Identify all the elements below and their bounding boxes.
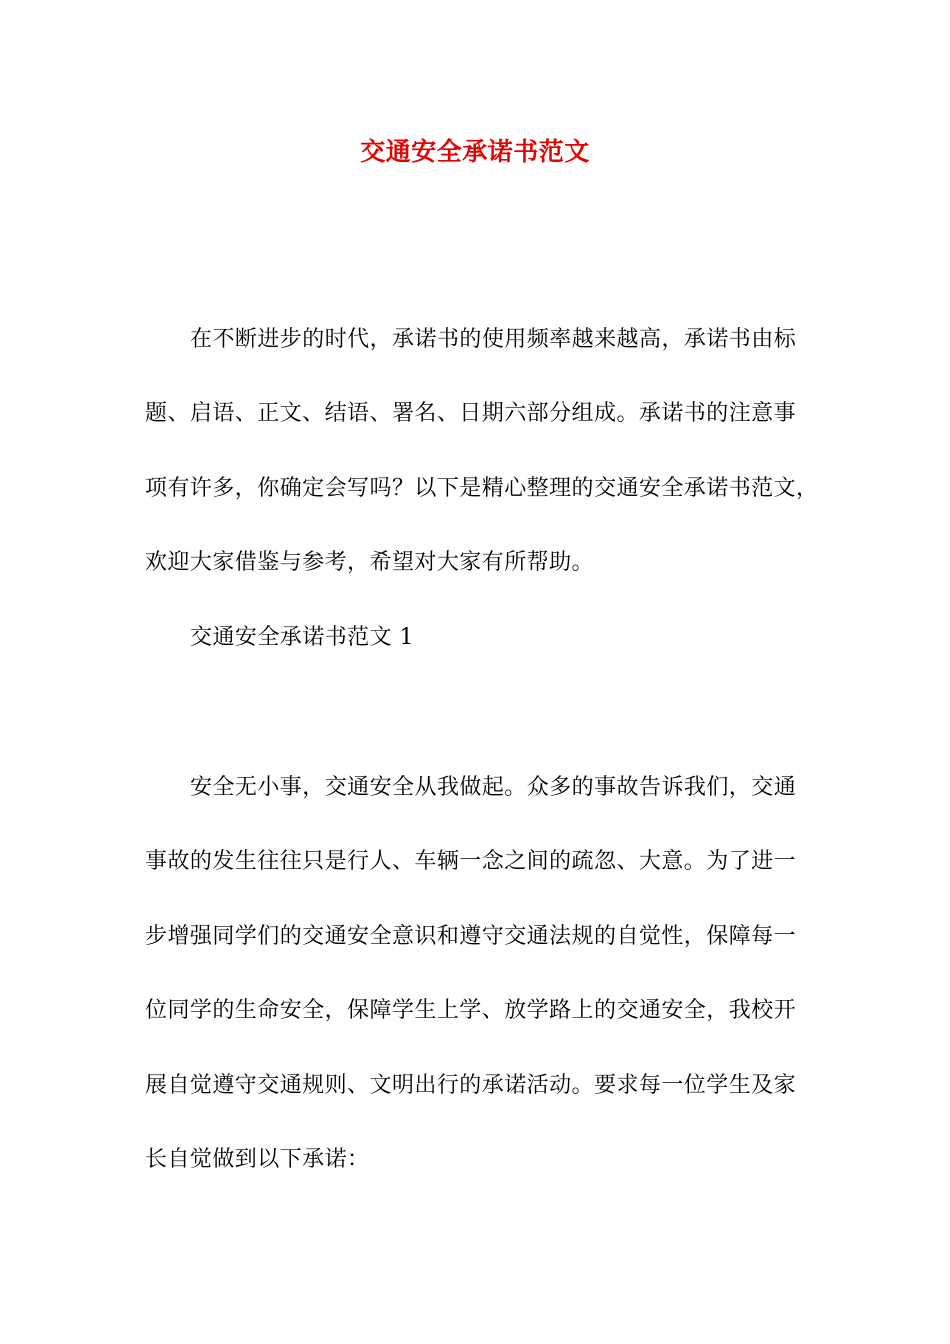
body-line-5: 展自觉遵守交通规则、文明出行的承诺活动。要求每一位学生及家	[145, 1073, 797, 1098]
body-line-6: 长自觉做到以下承诺：	[145, 1147, 370, 1172]
section-heading: 交通安全承诺书范文 1	[190, 625, 414, 650]
intro-line-2: 题、启语、正文、结语、署名、日期六部分组成。承诺书的注意事	[145, 401, 797, 426]
body-line-4: 位同学的生命安全，保障学生上学、放学路上的交通安全，我校开	[145, 998, 797, 1023]
document-title: 交通安全承诺书范文	[360, 137, 590, 166]
intro-line-1: 在不断进步的时代，承诺书的使用频率越来越高，承诺书由标	[190, 327, 797, 352]
body-line-1: 安全无小事，交通安全从我做起。众多的事故告诉我们，交通	[190, 775, 797, 800]
body-line-3: 步增强同学们的交通安全意识和遵守交通法规的自觉性，保障每一	[145, 924, 797, 949]
intro-line-4: 欢迎大家借鉴与参考，希望对大家有所帮助。	[145, 550, 595, 575]
body-line-2: 事故的发生往往只是行人、车辆一念之间的疏忽、大意。为了进一	[145, 849, 797, 874]
intro-line-3: 项有许多，你确定会写吗？以下是精心整理的交通安全承诺书范文，	[145, 476, 819, 501]
